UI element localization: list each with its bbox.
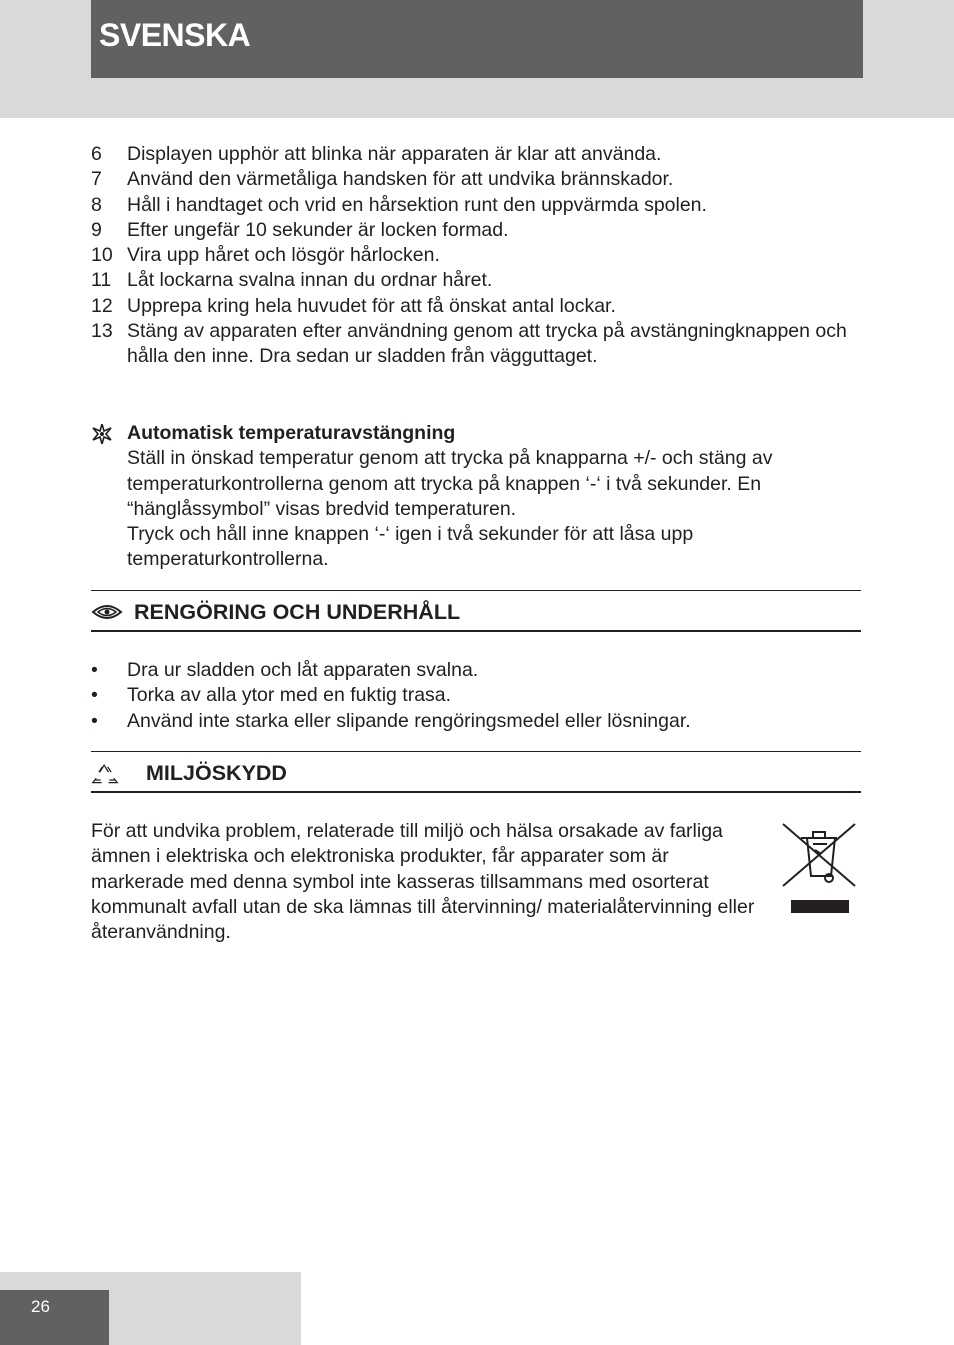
- sparkle-icon: [91, 424, 113, 444]
- section-header-environment: [91, 751, 861, 793]
- step-number: 8: [91, 193, 102, 216]
- environment-text: För att undvika problem, relaterade till miljö och hälsa orsakade av farliga ämnen i elektriska och elektroniska produkter, får apparater som är markerade med denna symbol inte kasseras tillsammans med osorterat kommunalt avfall utan de ska lämnas till återvinning/ materialåtervinning eller återanvändning.: [91, 820, 755, 944]
- tip-block: [91, 421, 861, 573]
- list-item: [91, 268, 861, 293]
- list-item: [91, 658, 861, 683]
- step-text: Låt lockarna svalna innan du ordnar håret.: [127, 269, 493, 292]
- crossed-out-bin-icon: [781, 822, 857, 914]
- cleaning-list: [91, 658, 861, 734]
- list-item: [91, 193, 861, 218]
- eye-icon: [91, 601, 123, 623]
- list-item: [91, 218, 861, 243]
- section-heading: MILJÖSKYDD: [146, 761, 287, 785]
- list-item: [91, 167, 861, 192]
- list-item-text: Använd inte starka eller slipande rengöringsmedel eller lösningar.: [127, 709, 691, 732]
- step-text: Håll i handtaget och vrid en hårsektion runt den uppvärmda spolen.: [127, 193, 707, 216]
- tip-body: [91, 421, 861, 573]
- bullet: •: [91, 684, 98, 707]
- step-number: 10: [91, 244, 113, 267]
- steps-list: [91, 142, 861, 370]
- page-number: 26: [31, 1297, 50, 1316]
- page-title: SVENSKA: [99, 17, 251, 53]
- step-text: Använd den värmetåliga handsken för att undvika brännskador.: [127, 168, 674, 191]
- step-text: Upprepa kring hela huvudet för att få önskat antal lockar.: [127, 294, 616, 317]
- list-item: [91, 319, 861, 370]
- step-number: 9: [91, 218, 102, 241]
- step-number: 6: [91, 143, 102, 165]
- bullet: •: [91, 709, 98, 732]
- step-number: 13: [91, 320, 113, 343]
- bullet: •: [91, 659, 98, 681]
- list-item-text: Dra ur sladden och låt apparaten svalna.: [127, 659, 479, 681]
- title-bar: [91, 0, 863, 78]
- section-header-cleaning: [91, 590, 861, 632]
- step-text: Vira upp håret och lösgör hårlocken.: [127, 244, 440, 267]
- step-text: Displayen upphör att blinka när apparaten är klar att använda.: [127, 143, 662, 165]
- step-number: 12: [91, 294, 113, 317]
- recycle-icon: [91, 761, 119, 785]
- list-item: [91, 294, 861, 319]
- step-number: 7: [91, 168, 102, 191]
- list-item: [91, 709, 861, 734]
- section-heading: RENGÖRING OCH UNDERHÅLL: [134, 600, 461, 624]
- step-text: Stäng av apparaten efter användning genom att trycka på avstängningknappen och hålla den inne. Dra sedan ur sladden från vägguttaget.: [127, 320, 847, 368]
- tip-text: Tryck och håll inne knappen ‘-‘ igen i två sekunder för att låsa upp temperaturkontrollerna.: [127, 523, 694, 571]
- page-number-box: [0, 1290, 109, 1345]
- list-item: [91, 142, 861, 167]
- list-item-text: Torka av alla ytor med en fuktig trasa.: [127, 684, 452, 707]
- step-text: Efter ungefär 10 sekunder är locken formad.: [127, 218, 509, 241]
- tip-text: Ställ in önskad temperatur genom att trycka på knapparna +/- och stäng av temperaturkontrollerna genom att trycka på knappen ‘-‘ i två sekunder. En “hänglåssymbol” visas bredvid temperaturen.: [127, 447, 773, 520]
- tip-title: Automatisk temperaturavstängning: [127, 422, 456, 444]
- list-item: [91, 243, 861, 268]
- step-number: 11: [91, 269, 112, 292]
- list-item: [91, 683, 861, 708]
